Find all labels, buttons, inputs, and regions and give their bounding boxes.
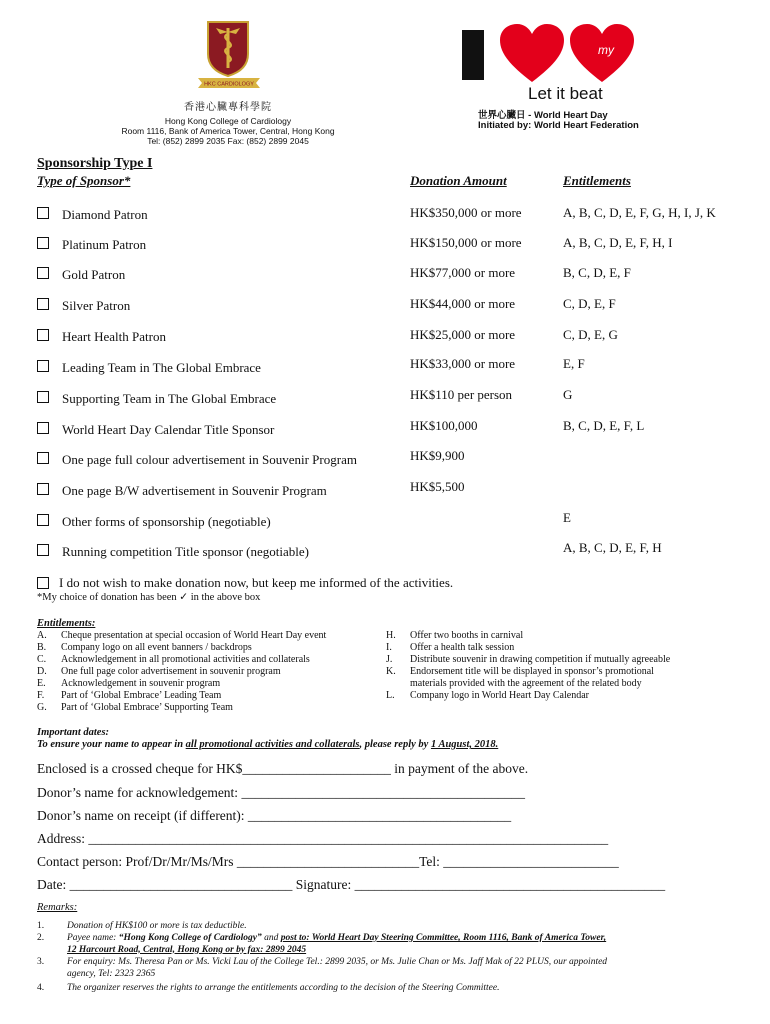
- sponsor-amount: HK$350,000 or more: [410, 205, 522, 220]
- sponsor-row: [37, 358, 737, 376]
- remark-text: [67, 957, 735, 980]
- date-signature-field[interactable]: Date: _________________________________ Signature: ______________________________________________: [37, 877, 666, 892]
- entitlement-text: One full page color advertisement in souvenir program: [61, 666, 281, 677]
- entitlement-key: L.: [386, 690, 395, 701]
- entitlement-text: Part of ‘Global Embrace’ Supporting Team: [61, 702, 233, 713]
- remarks-title: Remarks:: [37, 902, 78, 913]
- sponsor-label: Diamond Patron: [62, 207, 148, 222]
- crest-ribbon: [196, 76, 262, 90]
- remark-text: The organizer reserves the rights to arrange the entitlements according to the decision of the Steering Committee.: [67, 983, 500, 993]
- important-pre: To ensure your name to appear in: [37, 739, 186, 750]
- entitlement-key: E.: [37, 678, 46, 689]
- remark-text: [67, 933, 735, 956]
- entitlement-key: D.: [37, 666, 47, 677]
- sponsor-entitlements: G: [563, 387, 573, 402]
- sponsor-entitlements: A, B, C, D, E, F, H: [563, 540, 662, 555]
- entitlement-key: G.: [37, 702, 47, 713]
- entitlement-text: materials provided with the agreement of the related body: [410, 678, 642, 689]
- donor-name-receipt-field[interactable]: Donor’s name on receipt (if different): _______________________________________: [37, 808, 512, 823]
- entitlement-text: Endorsement title will be displayed in sponsor’s promotional: [410, 666, 654, 677]
- logo-tagline: Let it beat: [528, 84, 603, 103]
- college-name-english: Hong Kong College of Cardiology: [164, 116, 292, 126]
- entitlement-text: Offer a health talk session: [410, 642, 515, 653]
- sponsor-row: [37, 450, 737, 468]
- sponsor-amount: HK$44,000 or more: [410, 296, 516, 311]
- important-deadline: 1 August, 2018.: [430, 739, 499, 750]
- sponsor-checkbox[interactable]: [37, 422, 49, 434]
- sponsor-entitlements: A, B, C, D, E, F, G, H, I, J, K: [563, 205, 716, 220]
- entitlement-key: J.: [386, 654, 393, 665]
- remark-number: 2.: [37, 933, 45, 943]
- entitlement-key: C.: [37, 654, 47, 665]
- remark-enquiry-line1: For enquiry: Ms. Theresa Pan or Ms. Vicki Lau of the College Tel.: 2899 2035, or Ms. Julie Chan or Ms. Jaff Mak of 22 PLUS, our appointed: [67, 957, 608, 967]
- entitlement-text: Company logo on all event banners / backdrops: [61, 642, 252, 653]
- sponsor-amount: HK$33,000 or more: [410, 356, 516, 371]
- crest-ribbon-text: HKC CARDIOLOGY: [204, 81, 254, 88]
- remark-payee-prefix: Payee name:: [67, 933, 119, 943]
- sponsor-amount: HK$5,500: [410, 479, 465, 494]
- remark-and: and: [261, 933, 281, 943]
- sponsor-checkbox[interactable]: [37, 298, 49, 310]
- remark-number: 4.: [37, 983, 45, 993]
- sponsor-label: Heart Health Patron: [62, 329, 166, 344]
- remark-enquiry-line2: agency, Tel: 2323 2365: [67, 968, 156, 979]
- sponsor-row: [37, 481, 737, 499]
- college-address: Room 1116, Bank of America Tower, Central, Hong Kong: [121, 126, 335, 136]
- sponsor-entitlements: E, F: [563, 356, 585, 371]
- entitlement-key: B.: [37, 642, 47, 653]
- sponsor-label: Running competition Title sponsor (negotiable): [62, 544, 309, 559]
- contact-person-field[interactable]: Contact person: Prof/Dr/Mr/Ms/Mrs ___________________________Tel: __________________________: [37, 854, 619, 869]
- sponsor-label: World Heart Day Calendar Title Sponsor: [62, 422, 275, 437]
- sponsor-entitlements: C, D, E, G: [563, 327, 618, 342]
- sponsor-amount: HK$25,000 or more: [410, 327, 516, 342]
- entitlement-key: F.: [37, 690, 45, 701]
- logo-heart-text: my: [598, 43, 614, 57]
- sponsor-row: [37, 265, 737, 283]
- sponsor-label: Platinum Patron: [62, 237, 147, 252]
- sponsor-checkbox[interactable]: [37, 514, 49, 526]
- sponsor-checkbox[interactable]: [37, 267, 49, 279]
- sponsor-label: Gold Patron: [62, 267, 126, 282]
- important-mid: , please reply by: [359, 739, 431, 750]
- sponsor-row: [37, 512, 737, 530]
- remark-number: 1.: [37, 921, 45, 931]
- remark-post-address: 12 Harcourt Road, Central, Hong Kong or by fax: 2899 2045: [67, 944, 307, 955]
- no-donation-checkbox[interactable]: [37, 577, 49, 589]
- sponsor-label: Leading Team in The Global Embrace: [62, 360, 261, 375]
- sponsor-checkbox[interactable]: [37, 391, 49, 403]
- sponsor-amount: HK$9,900: [410, 448, 465, 463]
- entitlement-text: Distribute souvenir in drawing competition if mutually agreeable: [410, 654, 671, 665]
- sponsor-label: One page B/W advertisement in Souvenir Program: [62, 483, 327, 498]
- no-donation-label: I do not wish to make donation now, but keep me informed of the activities.: [59, 575, 454, 590]
- sponsor-entitlements: B, C, D, E, F, L: [563, 418, 645, 433]
- entitlement-text: Part of ‘Global Embrace’ Leading Team: [61, 690, 222, 701]
- entitlement-text: Offer two booths in carnival: [410, 630, 524, 641]
- remark-payee-name: “Hong Kong College of Cardiology”: [118, 933, 262, 943]
- column-header-amount: Donation Amount: [410, 173, 507, 188]
- entitlement-key: K.: [386, 666, 396, 677]
- sponsor-row: [37, 542, 737, 560]
- entitlement-key: A.: [37, 630, 47, 641]
- sponsor-checkbox[interactable]: [37, 544, 49, 556]
- sponsor-row: [37, 205, 737, 223]
- important-dates-text: [37, 739, 498, 750]
- sponsor-checkbox[interactable]: [37, 483, 49, 495]
- sponsor-amount: HK$100,000: [410, 418, 478, 433]
- sponsor-row: [37, 296, 737, 314]
- sponsor-checkbox[interactable]: [37, 237, 49, 249]
- important-underline-1: all promotional activities and collaterals: [185, 739, 360, 750]
- sponsor-amount: HK$77,000 or more: [410, 265, 516, 280]
- initiated-by: Initiated by: World Heart Federation: [478, 120, 639, 131]
- heart-icon: [498, 22, 566, 84]
- sponsor-checkbox[interactable]: [37, 207, 49, 219]
- section-title: Sponsorship Type I: [37, 156, 153, 171]
- remark-number: 3.: [37, 957, 45, 967]
- entitlements-title: Entitlements:: [37, 618, 96, 629]
- college-tel: Tel: (852) 2899 2035 Fax: (852) 2899 2045: [147, 136, 309, 146]
- entitlement-text: Cheque presentation at special occasion of World Heart Day event: [61, 630, 327, 641]
- important-dates-title: Important dates:: [37, 727, 110, 738]
- world-heart-day-title: 世界心臟日 - World Heart Day: [478, 110, 608, 121]
- college-name-chinese: 香港心臟專科學院: [184, 102, 272, 113]
- donor-name-acknowledgement-field[interactable]: Donor’s name for acknowledgement: __________________________________________: [37, 785, 525, 800]
- sponsor-row: [37, 389, 737, 407]
- sponsor-row: [37, 235, 737, 253]
- college-crest-icon: [206, 20, 250, 78]
- sponsor-row: [37, 327, 737, 345]
- logo-letter-i: [462, 30, 484, 80]
- address-field[interactable]: Address: _____________________________________________________________________________: [37, 831, 609, 846]
- sponsor-entitlements: E: [563, 510, 571, 525]
- column-header-type: Type of Sponsor*: [37, 173, 131, 188]
- sponsor-entitlements: A, B, C, D, E, F, H, I: [563, 235, 673, 250]
- remark-post-to: post to: World Heart Day Steering Committee, Room 1116, Bank of America Tower,: [280, 933, 607, 943]
- entitlement-key: I.: [386, 642, 392, 653]
- sponsor-label: Supporting Team in The Global Embrace: [62, 391, 277, 406]
- entitlement-text: Acknowledgement in all promotional activities and collaterals: [61, 654, 310, 665]
- sponsor-label: Silver Patron: [62, 298, 131, 313]
- sponsor-checkbox[interactable]: [37, 360, 49, 372]
- sponsor-row: [37, 420, 737, 438]
- entitlement-key: H.: [386, 630, 396, 641]
- sponsor-label: One page full colour advertisement in Souvenir Program: [62, 452, 357, 467]
- sponsor-entitlements: C, D, E, F: [563, 296, 616, 311]
- choice-note: *My choice of donation has been ✓ in the above box: [37, 592, 261, 603]
- entitlement-text: Company logo in World Heart Day Calendar: [410, 690, 589, 701]
- sponsor-entitlements: B, C, D, E, F: [563, 265, 631, 280]
- remark-text: Donation of HK$100 or more is tax deductible.: [67, 921, 247, 931]
- cheque-amount-field[interactable]: Enclosed is a crossed cheque for HK$______________________ in payment of the above.: [37, 761, 529, 776]
- sponsor-label: Other forms of sponsorship (negotiable): [62, 514, 271, 529]
- column-header-entitlements: Entitlements: [563, 173, 631, 188]
- entitlement-text: Acknowledgement in souvenir program: [61, 678, 221, 689]
- sponsor-amount: HK$150,000 or more: [410, 235, 522, 250]
- sponsor-checkbox[interactable]: [37, 329, 49, 341]
- sponsor-checkbox[interactable]: [37, 452, 49, 464]
- sponsor-amount: HK$110 per person: [410, 387, 513, 402]
